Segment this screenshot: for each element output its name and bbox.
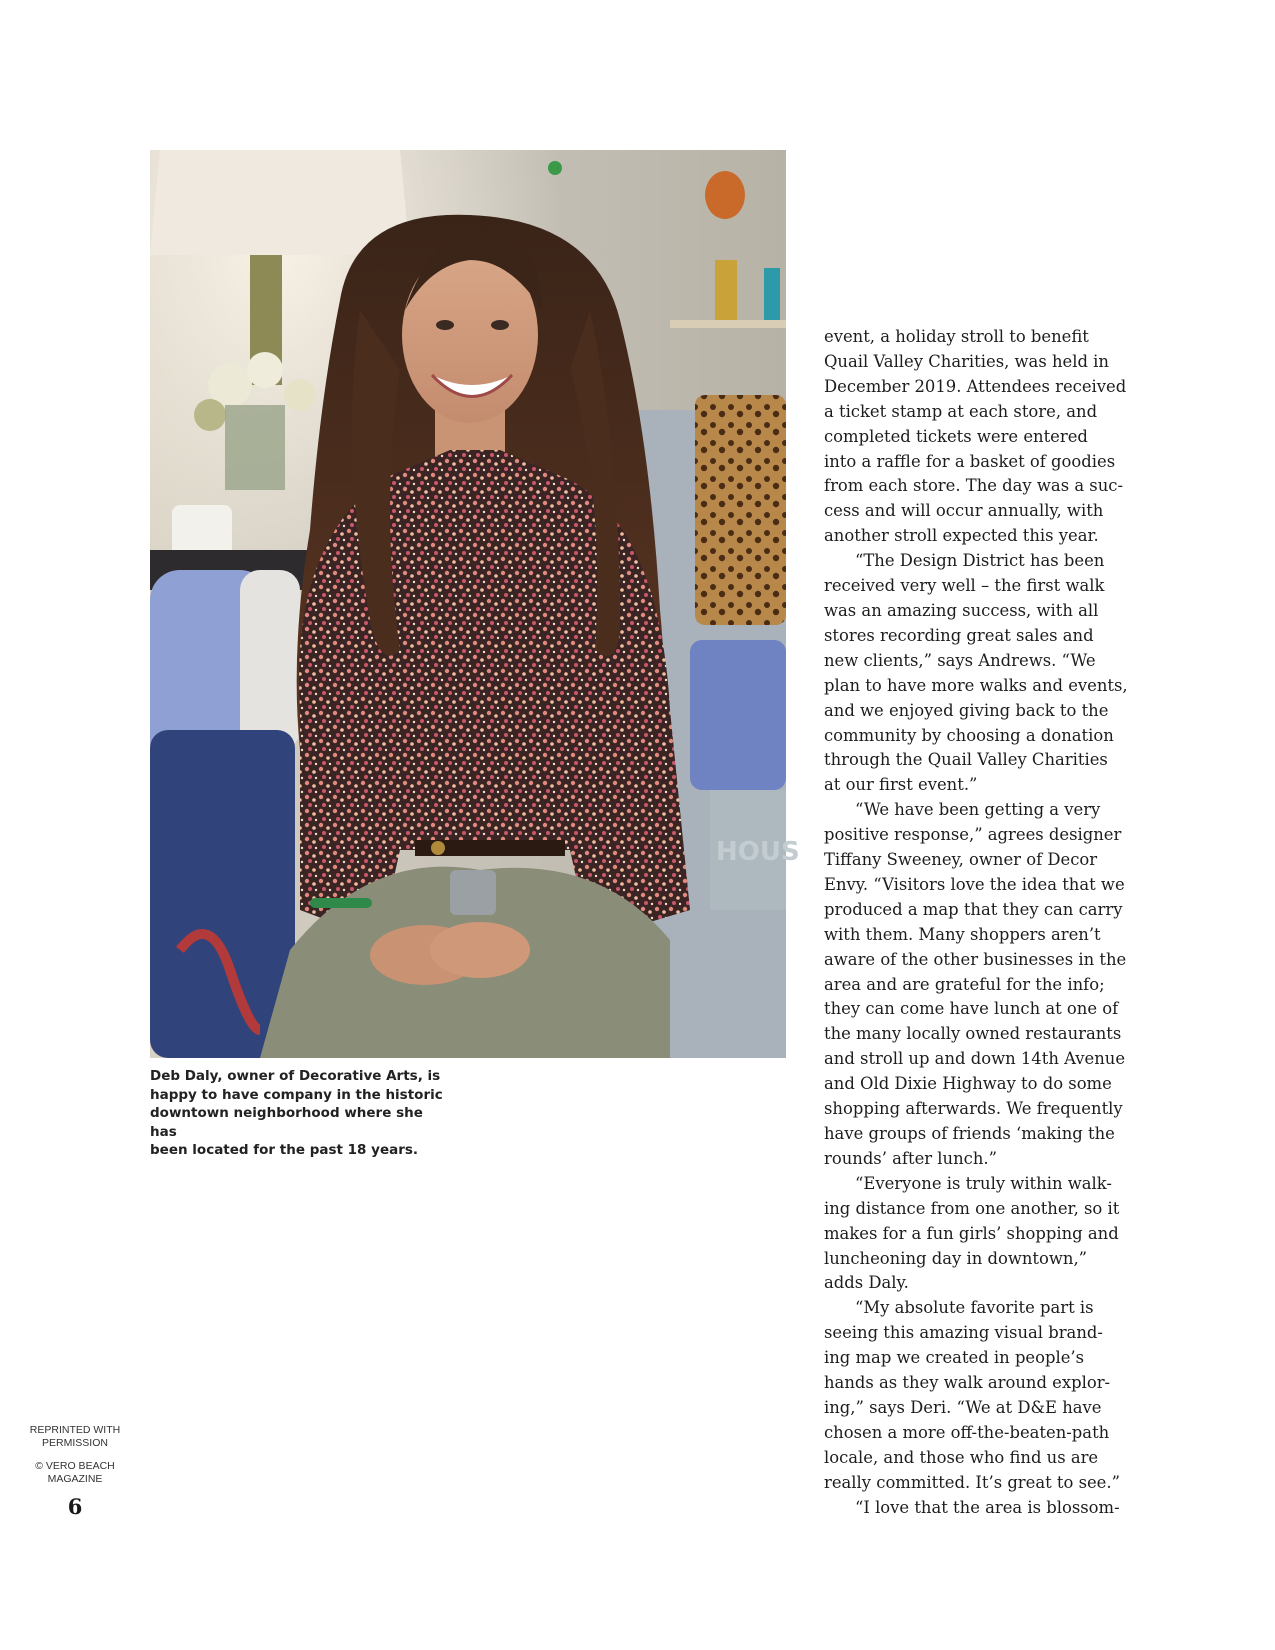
article-line: December 2019. Attendees received <box>824 376 1127 396</box>
article-column <box>824 325 1126 1521</box>
article-line: event, a holiday stroll to benefit <box>824 327 1089 346</box>
article-line: new clients,” says Andrews. “We <box>824 650 1096 670</box>
page-number: 6 <box>67 1494 83 1519</box>
article-line: the many locally owned restaurants <box>824 1024 1122 1044</box>
article-line: aware of the other businesses in the <box>824 949 1127 969</box>
article-line: area and are grateful for the info; <box>824 974 1105 994</box>
article-line: another stroll expected this year. <box>824 526 1099 546</box>
portrait-photo <box>150 150 800 1058</box>
article-line: into a raffle for a basket of goodies <box>824 451 1116 471</box>
article-line: plan to have more walks and events, <box>824 675 1128 695</box>
article-line: community by choosing a donation <box>824 725 1114 745</box>
svg-text:HOUS: HOUS <box>716 837 800 867</box>
article-line: hands as they walk around explor- <box>824 1373 1111 1393</box>
article-line: and Old Dixie Highway to do some <box>824 1074 1112 1094</box>
article-line: they can come have lunch at one of <box>824 999 1119 1019</box>
article-line: seeing this amazing visual brand- <box>824 1323 1103 1343</box>
article-line: with them. Many shoppers aren’t <box>824 924 1101 944</box>
article-line: ing map we created in people’s <box>824 1348 1085 1368</box>
article-line: a ticket stamp at each store, and <box>824 401 1098 421</box>
article-line: luncheoning day in downtown,” <box>824 1248 1088 1268</box>
article-line: cess and will occur annually, with <box>824 501 1104 521</box>
article-line: at our first event.” <box>824 775 978 795</box>
photo-caption <box>150 1067 450 1160</box>
article-line: really committed. It’s great to see.” <box>824 1472 1120 1492</box>
article-line: “The Design District has been <box>855 551 1105 571</box>
article-line: ing,” says Deri. “We at D&E have <box>824 1397 1102 1417</box>
portrait-photo-illustration <box>150 150 800 1058</box>
article-line: produced a map that they can carry <box>824 899 1123 919</box>
reprint-credit: REPRINTED WITH PERMISSION <box>29 1424 121 1449</box>
article-line: completed tickets were entered <box>824 426 1088 446</box>
caption-line: happy to have company in the historic <box>150 1086 443 1103</box>
article-line: through the Quail Valley Charities <box>824 750 1108 770</box>
article-line: chosen a more off-the-beaten-path <box>824 1422 1110 1442</box>
article-line: locale, and those who find us are <box>824 1447 1099 1467</box>
article-line: ing distance from one another, so it <box>824 1198 1120 1218</box>
article-line: Quail Valley Charities, was held in <box>824 351 1109 371</box>
article-line: Envy. “Visitors love the idea that we <box>824 874 1125 894</box>
article-line: and we enjoyed giving back to the <box>824 700 1109 720</box>
article-line: shopping afterwards. We frequently <box>824 1099 1123 1119</box>
article-line: stores recording great sales and <box>824 625 1094 645</box>
article-line: “I love that the area is blossom- <box>855 1497 1120 1517</box>
caption-line: been located for the past 18 years. <box>150 1142 419 1158</box>
article-line: adds Daly. <box>824 1273 909 1293</box>
caption-line: downtown neighborhood where she has <box>150 1105 423 1140</box>
article-line: “We have been getting a very <box>855 800 1101 820</box>
article-line: have groups of friends ‘making the <box>824 1124 1115 1143</box>
article-line: “Everyone is truly within walk- <box>855 1173 1112 1193</box>
article-line: makes for a fun girls’ shopping and <box>824 1223 1119 1243</box>
article-line: from each store. The day was a suc- <box>824 476 1123 496</box>
article-line: was an amazing success, with all <box>824 600 1099 620</box>
article-line: “My absolute favorite part is <box>855 1298 1094 1318</box>
copyright-credit: © VERO BEACH MAGAZINE <box>35 1460 115 1485</box>
article-line: rounds’ after lunch.” <box>824 1148 997 1168</box>
article-line: received very well – the first walk <box>824 576 1105 596</box>
article-line: and stroll up and down 14th Avenue <box>824 1049 1126 1069</box>
article-line: Tiffany Sweeney, owner of Decor <box>824 850 1098 870</box>
article-line: positive response,” agrees designer <box>824 825 1122 845</box>
caption-line: Deb Daly, owner of Decorative Arts, is <box>150 1068 441 1084</box>
